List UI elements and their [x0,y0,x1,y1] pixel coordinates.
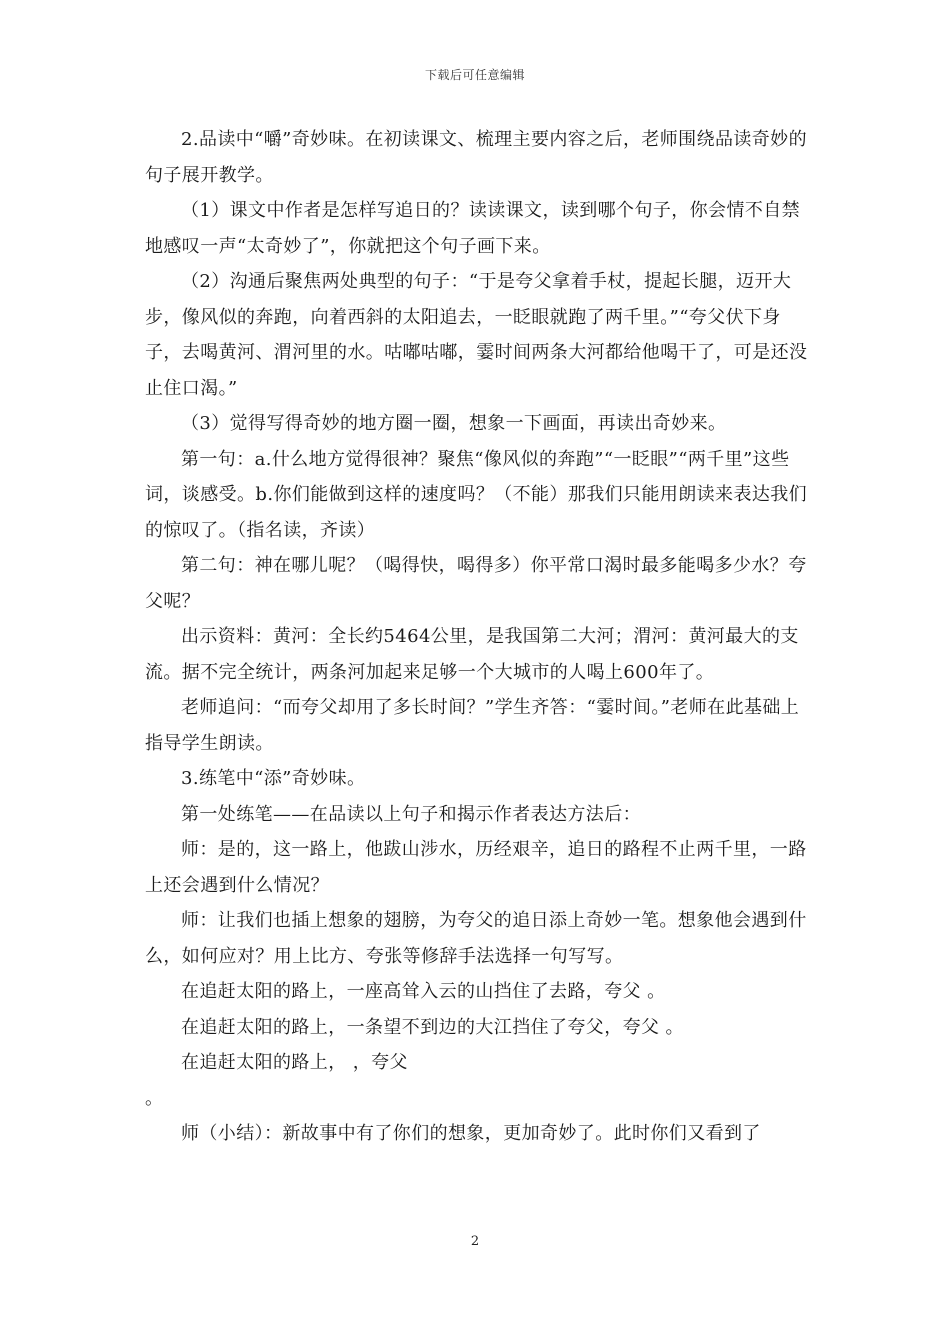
paragraph: 师：是的，这一路上，他跋山涉水，历经艰辛，追日的路程不止两千里，一路上还会遇到什么情况？ [145,839,807,896]
paragraph: 在追赶太阳的路上， ，夸父 [181,1052,408,1073]
paragraph: 第二句：神在哪儿呢？（喝得快，喝得多）你平常口渴时最多能喝多少水？夸父呢？ [145,555,807,612]
paragraph: 老师追问：“而夸父却用了多长时间？”学生齐答：“霎时间。”老师在此基础上指导学生朗读。 [145,697,800,754]
paragraph: 。 [145,1087,164,1109]
paragraph: （2）沟通后聚焦两处典型的句子：“于是夸父拿着手杖，提起长腿，迈开大步，像风似的奔跑，向着西斜的太阳追去，一眨眼就跑了两千里。”“夸父伏下身子，去喝黄河、渭河里的水。咕嘟咕嘟，霎时间两条大河都给他喝干了，可是还没止住口渴。” [145,271,808,399]
paragraph: （3）觉得写得奇妙的地方圈一圈，想象一下画面，再读出奇妙来。 [181,413,727,434]
page-number: 2 [470,1234,480,1249]
paragraph: （1）课文中作者是怎样写追日的？读读课文，读到哪个句子，你会情不自禁地感叹一声“太奇妙了”，你就把这个句子画下来。 [145,200,801,257]
paragraph: 第一处练笔——在品读以上句子和揭示作者表达方法后： [181,803,641,825]
paragraph: 出示资料：黄河：全长约5464公里，是我国第二大河；渭河：黄河最大的支流。据不完全统计，两条河加起来足够一个大城市的人喝上600年了。 [145,626,799,683]
paragraph: 师：让我们也插上想象的翅膀，为夸父的追日添上奇妙一笔。想象他会遇到什么，如何应对？用上比方、夸张等修辞手法选择一句写写。 [145,910,807,967]
paragraph: 3.练笔中“添”奇妙味。 [181,768,366,789]
page-header: 下载后可任意编辑 [424,68,525,82]
document-body [145,122,810,1152]
paragraph: 在追赶太阳的路上，一座高耸入云的山挡住了去路，夸父 。 [181,981,666,1002]
paragraph: 2.品读中“嚼”奇妙味。在初读课文、梳理主要内容之后，老师围绕品读奇妙的句子展开教学。 [145,129,807,186]
paragraph: 在追赶太阳的路上，一条望不到边的大江挡住了夸父，夸父 。 [181,1016,684,1038]
paragraph: 第一句：a.什么地方觉得很神？聚焦“像风似的奔跑”“一眨眼”“两千里”这些词，谈感受。b.你们能做到这样的速度吗？（不能）那我们只能用朗读来表达我们的惊叹了。（指名读，齐读） [145,448,808,541]
paragraph: 师（小结）：新故事中有了你们的想象，更加奇妙了。此时你们又看到了 [181,1123,761,1144]
